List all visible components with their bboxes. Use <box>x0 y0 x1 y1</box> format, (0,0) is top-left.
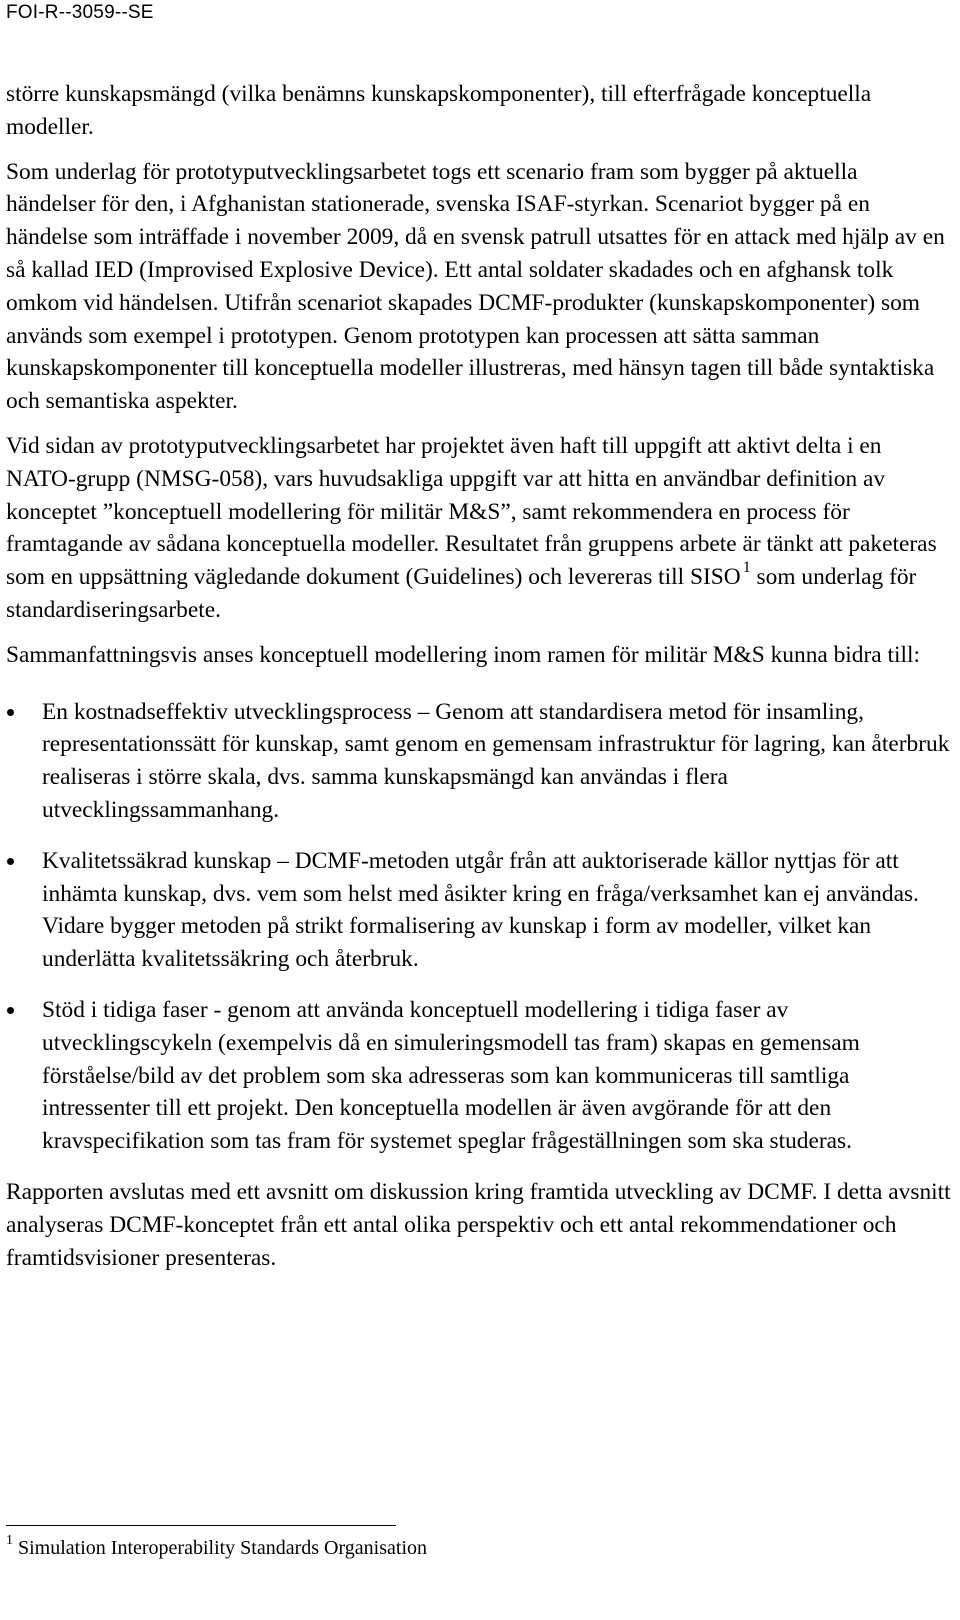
footnote <box>6 1535 427 1561</box>
paragraph-nato-group-text: Vid sidan av prototyputvecklingsarbetet har projektet även haft till uppgift att aktivt delta i en NATO-grupp (NMSG-058), vars huvudsakliga uppgift var att hitta en användbar definition av konceptet ”konceptuell modellering för militär M&S”, samt rekommendera en process för framtagande av sådana konceptuella modeller. Resultatet från gruppens arbete är tänkt att paketeras som en uppsättning vägledande dokument (Guidelines) och levereras till SISO <box>6 432 937 591</box>
list-item-text: En kostnadseffektiv utvecklingsprocess – Genom att standardisera metod för insamling, representationssätt för kunskap, samt genom en gemensam infrastruktur för lagring, kan återbruk realiseras i större skala, dvs. samma kunskapsmängd kan användas i flera utvecklingssammanhang. <box>42 698 950 823</box>
document-id: FOI-R--3059--SE <box>6 2 154 23</box>
benefits-list <box>6 696 951 1158</box>
paragraph-conclusion: Rapporten avslutas med ett avsnitt om diskussion kring framtida utveckling av DCMF. I detta avsnitt analyseras DCMF-konceptet från ett antal olika perspektiv och ett antal rekommendationer och framtidsvisioner presenteras. <box>6 1178 951 1271</box>
list-item-text: Stöd i tidiga faser - genom att använda konceptuell modellering i tidiga faser av utvecklingscykeln (exempelvis då en simuleringsmodell tas fram) skapas en gemensam förståelse/bild av det problem som ska adresseras som kan kommuniceras till samtliga intressenter till ett projekt. Den konceptuella modellen är även avgörande för att den kravspecifikation som tas fram för systemet speglar frågeställningen som ska studeras. <box>42 996 860 1155</box>
footnote-number: 1 <box>6 1533 13 1548</box>
list-item-text: Kvalitetssäkrad kunskap – DCMF-metoden utgår från att auktoriserade källor nyttjas för att inhämta kunskap, dvs. vem som helst med åsikter kring en fråga/verksamhet kan ej användas. Vidare bygger metoden på strikt formalisering av kunskap i form av modeller, vilket kan underlätta kvalitetssäkring och återbruk. <box>42 847 919 973</box>
footnote-separator <box>6 1525 396 1526</box>
paragraph-nato-group-tail: som underlag för standardiseringsarbete. <box>6 564 917 623</box>
footnote-reference: 1 <box>742 559 751 577</box>
footnote-text: Simulation Interoperability Standards Organisation <box>18 1537 428 1559</box>
bullet-icon <box>7 858 14 865</box>
bullet-icon <box>7 709 14 716</box>
list-item <box>6 696 951 827</box>
paragraph-intro-continuation: större kunskapsmängd (vilka benämns kunskapskomponenter), till efterfrågade konceptuella modeller. <box>6 81 872 140</box>
list-item <box>6 845 951 976</box>
body-text <box>6 78 951 1286</box>
bullet-icon <box>7 1007 14 1014</box>
paragraph-summary-lead: Sammanfattningsvis anses konceptuell modellering inom ramen för militär M&S kunna bidra till: <box>6 641 921 668</box>
list-item <box>6 994 951 1158</box>
paragraph-scenario: Som underlag för prototyputvecklingsarbetet togs ett scenario fram som bygger på aktuella händelser för den, i Afghanistan stationerade, svenska ISAF-styrkan. Scenariot bygger på en händelse som inträffade i november 2009, då en svensk patrull utsattes för en attack med hjälp av en så kallad IED (Improvised Explosive Device). Ett antal soldater skadades och en afghansk tolk omkom vid händelsen. Utifrån scenariot skapades DCMF-produkter (kunskapskomponenter) som används som exempel i prototypen. Genom prototypen kan processen att sätta samman kunskapskomponenter till konceptuella modeller illustreras, med hänsyn tagen till både syntaktiska och semantiska aspekter. <box>6 158 945 415</box>
paragraph-nato-group <box>6 430 951 627</box>
